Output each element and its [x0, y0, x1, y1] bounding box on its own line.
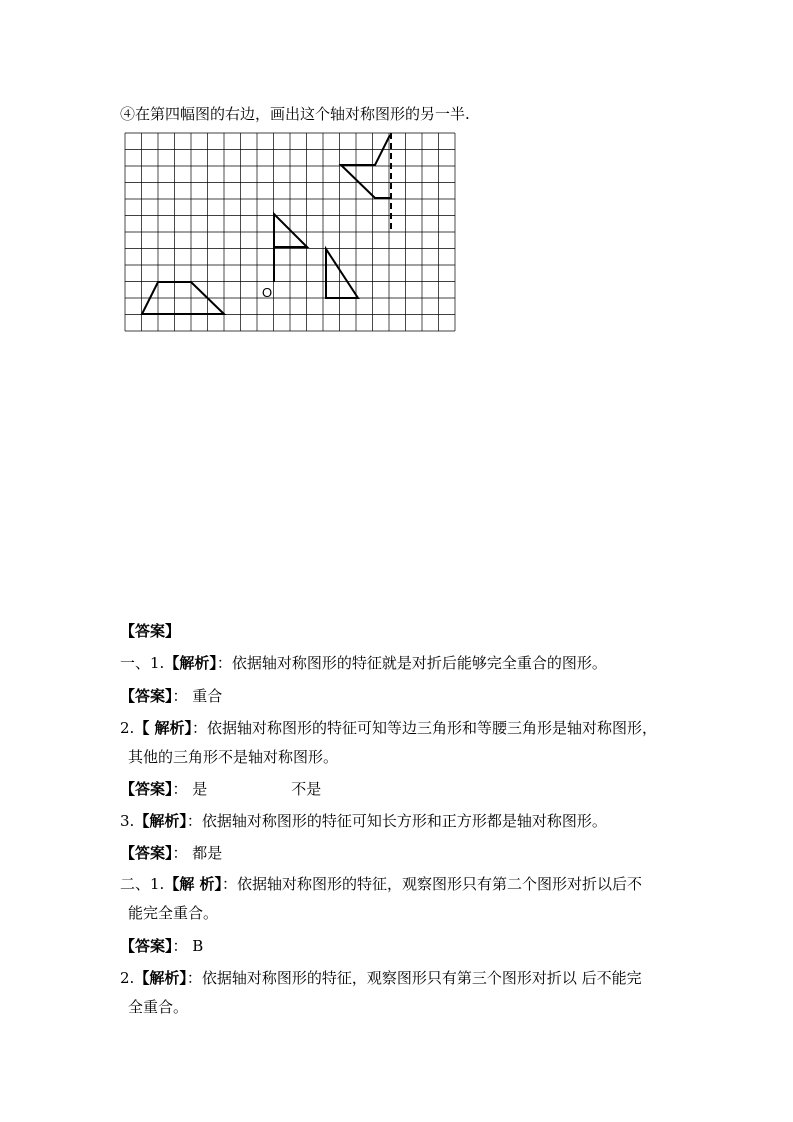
- answer-line-5: [120, 778, 321, 800]
- point-o-label: O: [262, 285, 273, 300]
- item-number: 2.: [120, 969, 135, 987]
- answer-value: ： 都是: [172, 844, 223, 862]
- grid-figure: [120, 130, 465, 335]
- analysis-text: ：依据轴对称图形的特征，观察图形只有第三个图形对折以 后不能完: [186, 969, 642, 987]
- answer-value-a: ： 是: [172, 780, 208, 798]
- analysis-text: ：依据轴对称图形的特征可知长方形和正方形都是轴对称图形。: [186, 812, 607, 830]
- answer-line-2: [120, 685, 222, 707]
- item-number: 3.: [120, 812, 135, 830]
- question-text: ④在第四幅图的右边，画出这个轴对称图形的另一半.: [120, 105, 470, 123]
- grid-lines: [125, 133, 455, 331]
- answer-tag: 【答案】: [120, 937, 173, 955]
- flag-shape: [274, 214, 307, 282]
- answer-line-1: [120, 652, 607, 674]
- answer-tag: 【答案】: [120, 844, 173, 862]
- answer-value: ： 重合: [172, 687, 223, 705]
- analysis-tag: 【解 析】: [164, 875, 223, 893]
- answer-line-9: 能完全重合。: [128, 904, 219, 922]
- answer-value: ： B: [172, 937, 204, 955]
- analysis-tag: 【 解析】: [134, 719, 193, 737]
- answer-value-b: 不是: [291, 780, 322, 798]
- answer-line-12: 全重合。: [128, 998, 189, 1016]
- answer-line-11: [120, 967, 642, 989]
- item-number: 一、1.: [120, 654, 165, 672]
- right-triangle-shape: [326, 249, 358, 298]
- answer-line-10: [120, 935, 203, 957]
- answer-line-7: [120, 842, 222, 864]
- answer-tag: 【答案】: [120, 687, 173, 705]
- analysis-tag: 【解析】: [164, 654, 217, 672]
- analysis-tag: 【解析】: [134, 969, 187, 987]
- half-figure-shape: [341, 135, 391, 198]
- item-number: 2.: [120, 719, 135, 737]
- analysis-text: ：依据轴对称图形的特征可知等边三角形和等腰三角形是轴对称图形，: [192, 719, 658, 737]
- item-number: 二、1.: [120, 875, 165, 893]
- analysis-text: ：依据轴对称图形的特征，观察图形只有第二个图形对折以后不: [222, 875, 643, 893]
- answer-line-8: [120, 873, 642, 895]
- answer-line-6: [120, 810, 607, 832]
- analysis-tag: 【解析】: [134, 812, 187, 830]
- answer-heading: 【答案】: [120, 622, 181, 640]
- answer-tag: 【答案】: [120, 780, 173, 798]
- answer-line-3: [120, 717, 657, 739]
- analysis-text: ：依据轴对称图形的特征就是对折后能够完全重合的图形。: [216, 654, 607, 672]
- answer-line-4: 其他的三角形不是轴对称图形。: [128, 748, 339, 766]
